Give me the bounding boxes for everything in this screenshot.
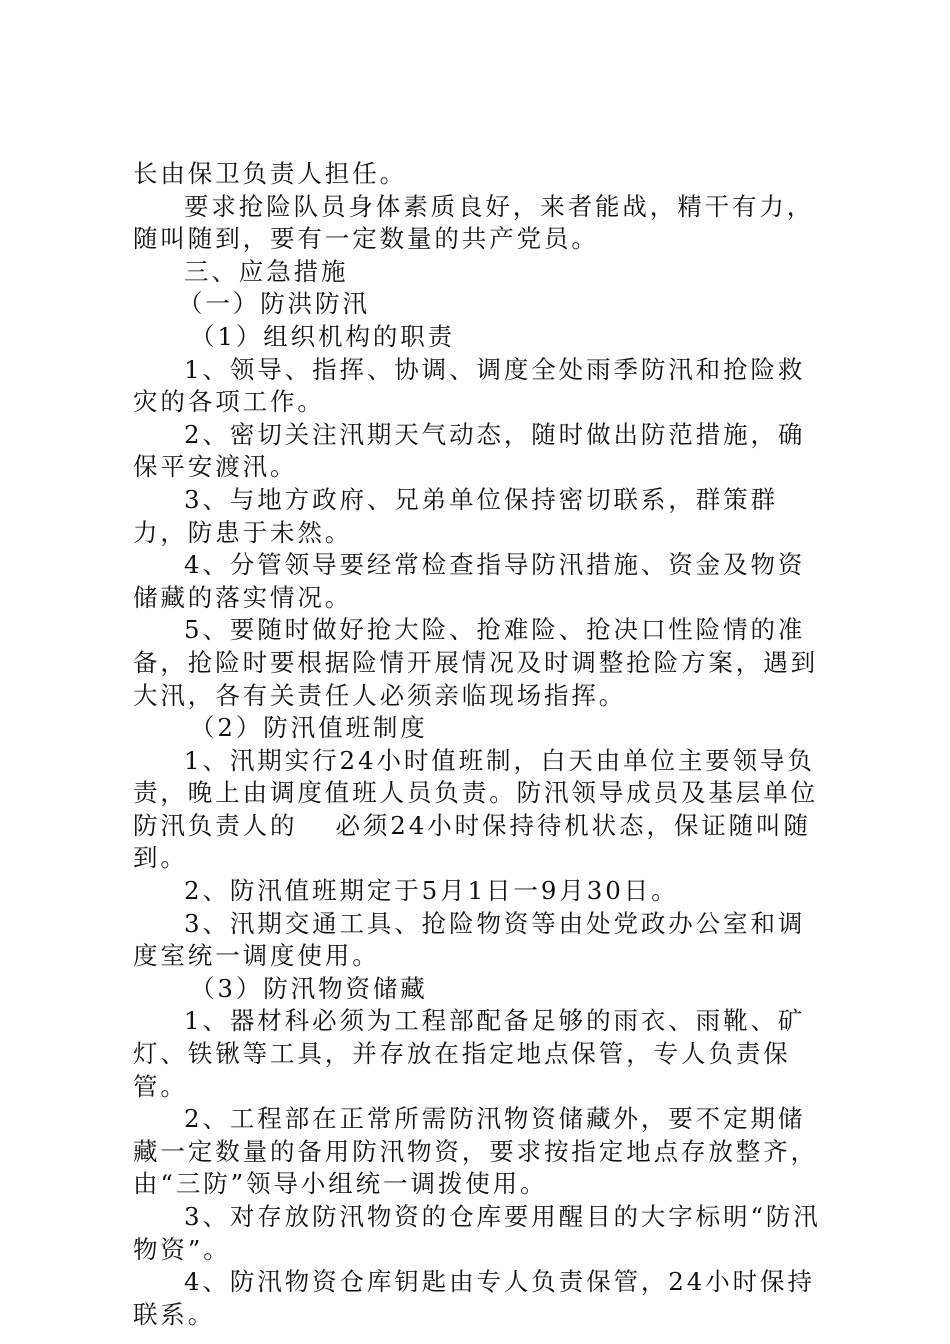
section-heading-emergency-measures: 三、应急措施 [184,256,349,286]
list-item: 5、要随时做好抢大险、抢难险、抢决口性险情的准备，抢险时要根据险情开展情况及时调整抢险方案，遇到大汛，各有关责任人必须亲临现场指挥。 [133,615,818,710]
subsection-heading-flood-control: （一）防洪防汛 [178,289,370,319]
item-heading-duty-system: （2）防汛值班制度 [190,713,428,743]
list-item: 1、领导、指挥、协调、调度全处雨季防汛和抢险救灾的各项工作。 [133,354,806,417]
list-item: 2、密切关注汛期天气动态，随时做出防范措施，确保平安渡汛。 [133,419,806,482]
list-item: 3、与地方政府、兄弟单位保持密切联系，群策群力，防患于未然。 [133,484,778,547]
list-item: 3、汛期交通工具、抢险物资等由处党政办公室和调度室统一调度使用。 [133,908,806,971]
document-body [133,158,823,1331]
item-heading-organization-duties: （1）组织机构的职责 [190,321,456,351]
list-item: 4、防汛物资仓库钥匙由专人负责保管，24小时保持联系。 [133,1267,815,1329]
list-item: 3、对存放防汛物资的仓库要用醒目的大字标明“防汛物资”。 [133,1202,821,1264]
list-item: 2、工程部在正常所需防汛物资储藏外，要不定期储藏一定数量的备用防汛物资，要求按指定地点存放整齐，由“三防”领导小组统一调拨使用。 [133,1104,818,1199]
list-item: 2、防汛值班期定于5月1日一9月30日。 [184,876,679,906]
item-heading-material-storage: （3）防汛物资储藏 [190,973,428,1003]
list-item: 1、器材科必须为工程部配备足够的雨衣、雨靴、矿灯、铁锹等工具，并存放在指定地点保管，专人负责保管。 [133,1006,806,1101]
paragraph-continuation: 长由保卫负责人担任。 [133,159,407,188]
paragraph-requirements: 要求抢险队员身体素质良好，来者能战，精干有力，随叫随到，要有一定数量的共产党员。 [133,191,815,254]
list-item: 1、汛期实行24小时值班制，白天由单位主要领导负责，晚上由调度值班人员负责。防汛领导成员及基层单位防汛负责人的 必须24小时保持待机状态，保证随叫随到。 [133,745,818,873]
list-item: 4、分管领导要经常检查指导防汛措施、资金及物资储藏的落实情况。 [133,550,806,612]
